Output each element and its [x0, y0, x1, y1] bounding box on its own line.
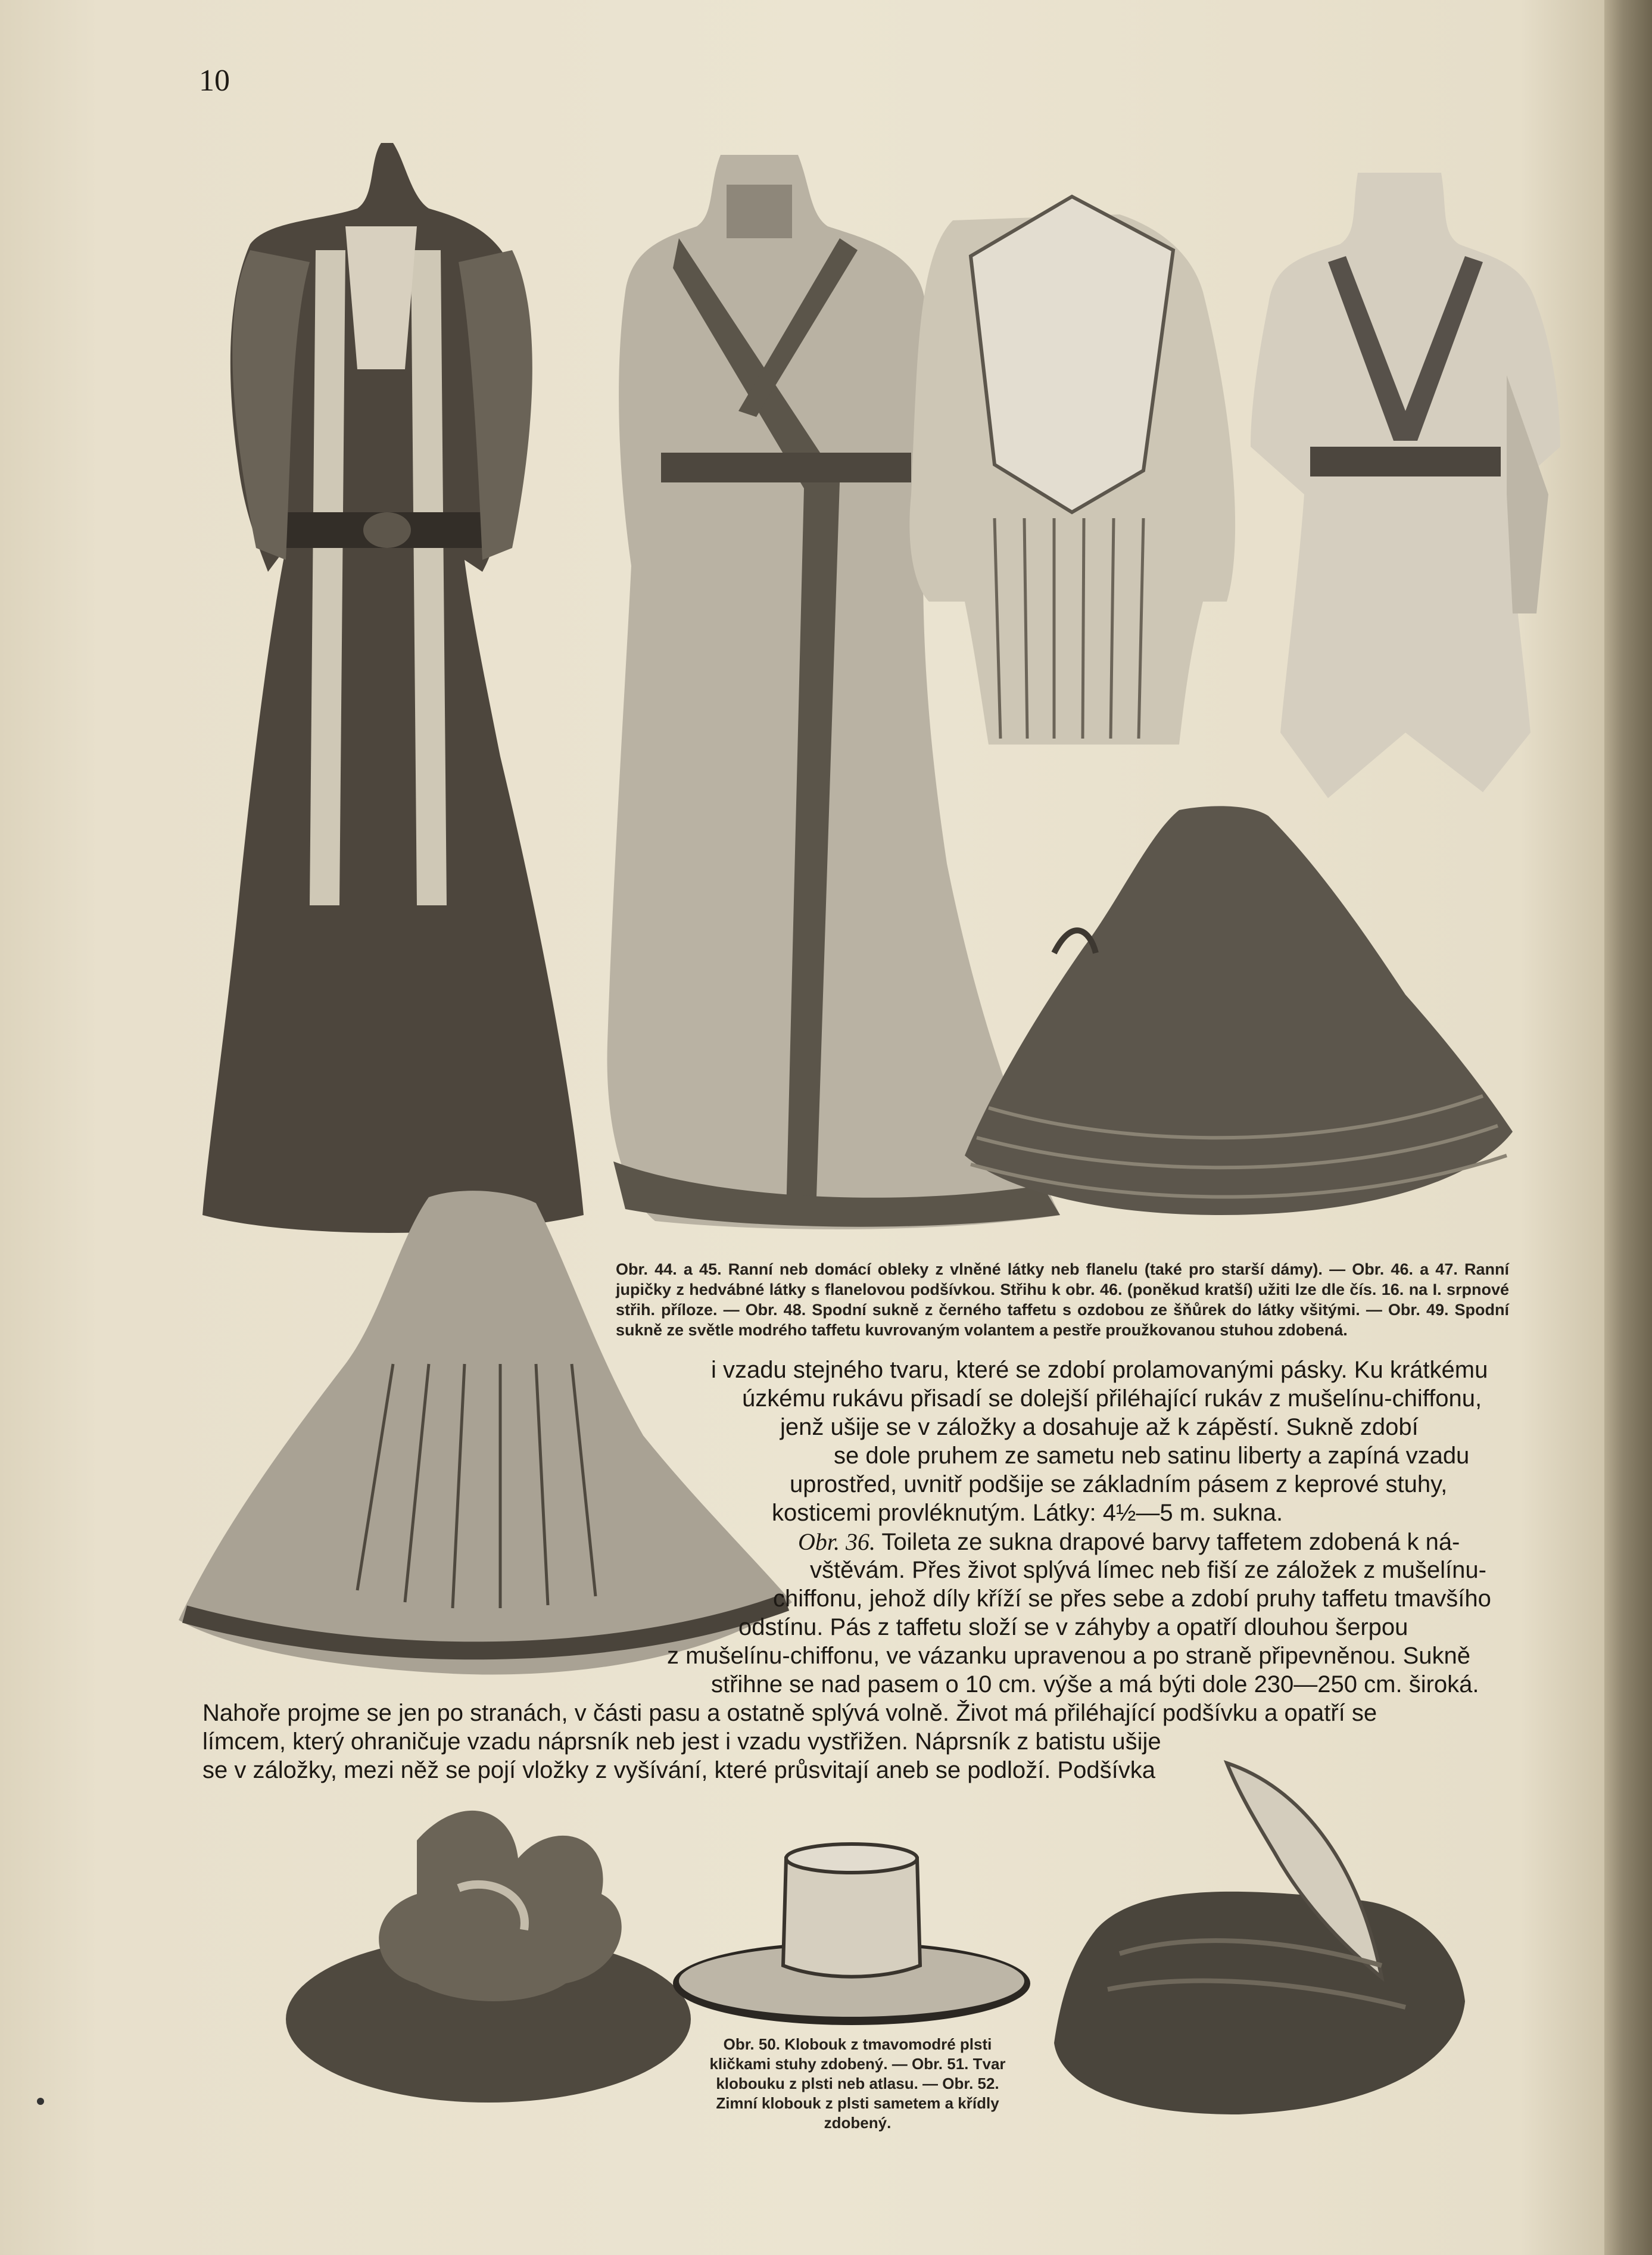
body-line-5: uprostřed, uvnitř podšije se základním pásem z keprové stuhy,	[790, 1471, 1448, 1497]
body-line-11: z mušelínu-chiffonu, ve vázanku upravenou a po straně připevněnou. Sukně	[667, 1643, 1471, 1669]
body-line-3: jenž ušije se v záložky a dosahuje až k zápěstí. Sukně zdobí	[780, 1414, 1419, 1440]
engraving-dress-44	[202, 131, 584, 1245]
obr-36-label: Obr. 36.	[798, 1528, 876, 1555]
body-line-15: se v záložky, mezi něž se pojí vložky z vyšívání, které průsvitají aneb se podloží. Podšívka	[202, 1757, 1155, 1783]
engraving-petticoat-48	[953, 798, 1513, 1227]
body-line-14: límcem, který ohraničuje vzadu náprsník neb jest i vzadu vystřižen. Náprsník z batistu ušije	[202, 1728, 1161, 1755]
engraving-jacket-46	[893, 185, 1251, 756]
margin-dot	[37, 2098, 44, 2105]
body-line-9: chiffonu, jehož díly kříží se přes sebe a zdobí pruhy taffetu tmavšího	[773, 1586, 1491, 1612]
page-number: 10	[199, 64, 230, 98]
body-line-4: se dole pruhem ze sametu neb satinu liberty a zapíná vzadu	[834, 1443, 1470, 1469]
engraving-hat-52	[1048, 1751, 1477, 2120]
body-line-12: střihne se nad pasem o 10 cm. výše a má býti dole 230—250 cm. široká.	[711, 1671, 1479, 1698]
body-line-10: odstínu. Pás z taffetu složí se v záhyby a opatří dlouhou šerpou	[738, 1614, 1408, 1640]
body-line-13: Nahoře projme se jen po stranách, v části pasu a ostatně splývá volně. Život má přiléhající podšívku a opatří se	[202, 1700, 1377, 1726]
body-line-8: vštěvám. Přes život splývá límec neb fiší ze záložek z mušelínu-	[810, 1557, 1486, 1583]
engraving-hat-50	[280, 1793, 691, 2114]
engraving-blouse-47	[1239, 161, 1572, 804]
caption-obr-44-49: Obr. 44. a 45. Ranní neb domácí obleky z vlněné látky neb flanelu (také pro starší dámy). — Obr. 46. a 47. Ranní jupičky z hedvábné látky s flanelovou podšívkou. Střihu k obr. 46. (poněkud kratší) užiti lze dle čís. 16. na I. srpnové střih. příloze. — Obr. 48. Spodní sukně z černého taffetu s ozdobou ze šňůrek do látky všitými. — Obr. 49. Spodní sukně ze světle modrého taffetu kuvrovaným volantem a pestře proužkovanou stuhou zdobená.	[616, 1260, 1509, 1339]
body-line-1: i vzadu stejného tvaru, které se zdobí prolamovanými pásky. Ku krátkému	[711, 1357, 1488, 1383]
body-line-7	[798, 1528, 1460, 1556]
body-line-6: kosticemi provléknutým. Látky: 4½—5 m. sukna.	[772, 1500, 1283, 1526]
body-line-2: úzkému rukávu přisadí se dolejší přiléhající rukáv z mušelínu-chiffonu,	[742, 1385, 1482, 1412]
caption-obr-50-52: Obr. 50. Klobouk z tmavomodré plsti kličkami stuhy zdobený. — Obr. 51. Tvar klobouku z plsti neb atlasu. — Obr. 52. Zimní klobouk z plsti sametem a křídly zdobený.	[709, 2035, 1006, 2132]
book-spine-shadow	[1604, 0, 1652, 2255]
engraving-hat-51	[667, 1834, 1036, 2031]
body-line-7-text: Toileta ze sukna drapové barvy taffetem zdobená k ná-	[881, 1529, 1460, 1555]
